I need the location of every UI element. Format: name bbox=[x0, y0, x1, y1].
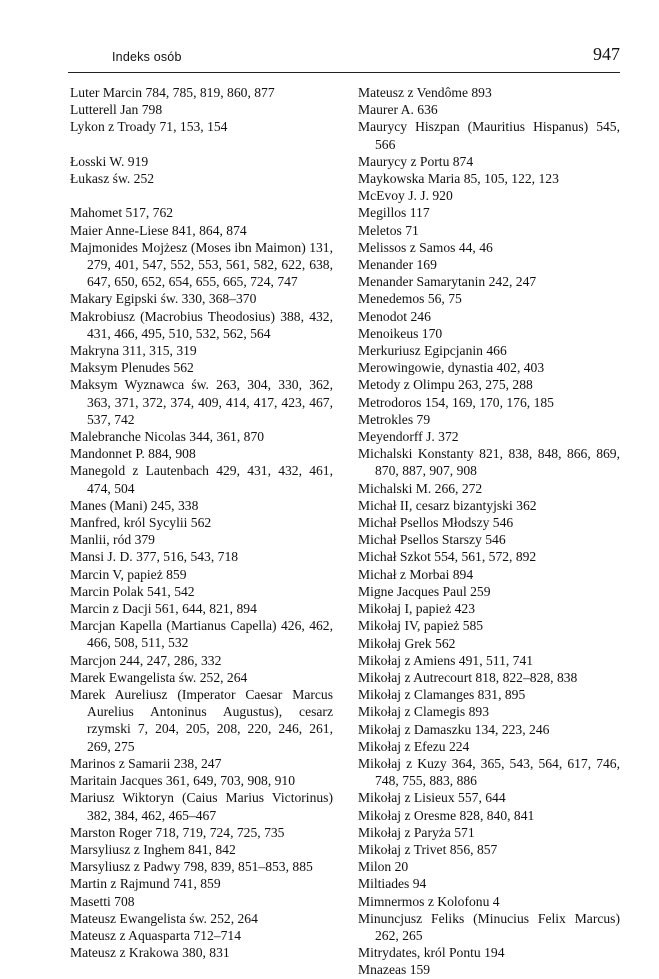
index-entry: Metrokles 79 bbox=[358, 411, 431, 427]
index-entry: Mitrydates, król Pontu 194 bbox=[358, 945, 505, 961]
index-entry: Mandonnet P. 884, 908 bbox=[70, 446, 196, 462]
index-entry: Marcin z Dacji 561, 644, 821, 894 bbox=[70, 601, 257, 617]
index-entry: Mnazeas 159 bbox=[358, 962, 431, 978]
index-entry: Mikołaj z Kuzy 364, 365, 543, 564, 617, 746, 748, 755, 883, 886 bbox=[358, 755, 620, 789]
index-entry: Maksym Plenudes 562 bbox=[70, 360, 194, 376]
index-entry: Makrobiusz (Macrobius Theodosius) 388, 432, 431, 466, 495, 510, 532, 562, 564 bbox=[70, 308, 333, 341]
index-entry: Menedemos 56, 75 bbox=[358, 291, 462, 307]
index-entry: Łosski W. 919 bbox=[70, 153, 149, 169]
index-entry: Mikołaj z Lisieux 557, 644 bbox=[358, 790, 506, 806]
index-entry: Mikołaj z Amiens 491, 511, 741 bbox=[358, 652, 534, 668]
index-entry: Makary Egipski św. 330, 368–370 bbox=[70, 291, 257, 307]
section-gap bbox=[70, 136, 333, 153]
index-entry: Mikołaj IV, papież 585 bbox=[358, 618, 484, 634]
index-entry: Mansi J. D. 377, 516, 543, 718 bbox=[70, 549, 239, 565]
index-entry: Mateusz Ewangelista św. 252, 264 bbox=[70, 910, 258, 926]
index-entry: Makryna 311, 315, 319 bbox=[70, 343, 197, 359]
index-column-right bbox=[358, 84, 620, 979]
index-entry: Mikołaj z Autrecourt 818, 822–828, 838 bbox=[358, 669, 578, 685]
index-entry: Michalski Konstanty 821, 838, 848, 866, 869, 870, 887, 907, 908 bbox=[358, 446, 620, 479]
index-entry: Michalski M. 266, 272 bbox=[358, 480, 483, 496]
index-entry: Maritain Jacques 361, 649, 703, 908, 910 bbox=[70, 773, 296, 789]
index-entry: Meletos 71 bbox=[358, 222, 419, 238]
index-entry: Michał Szkot 554, 561, 572, 892 bbox=[358, 549, 537, 565]
index-entry: Marcjan Kapella (Martianus Capella) 426, 462, 466, 508, 511, 532 bbox=[70, 618, 333, 651]
index-entry: Merkuriusz Egipcjanin 466 bbox=[358, 343, 507, 359]
index-entry: Mimnermos z Kolofonu 4 bbox=[358, 893, 500, 909]
index-entry: McEvoy J. J. 920 bbox=[358, 188, 453, 204]
running-head: Indeks osób bbox=[112, 50, 182, 64]
index-entry: Marsyliusz z Padwy 798, 839, 851–853, 885 bbox=[70, 859, 313, 875]
index-entry: Maier Anne-Liese 841, 864, 874 bbox=[70, 222, 247, 238]
index-entry: Maykowska Maria 85, 105, 122, 123 bbox=[358, 171, 559, 187]
index-entry: Marcin V, papież 859 bbox=[70, 566, 187, 582]
index-entry: Marek Ewangelista św. 252, 264 bbox=[70, 669, 248, 685]
index-entry: Mikołaj Grek 562 bbox=[358, 635, 456, 651]
index-entry: Megillos 117 bbox=[358, 205, 430, 221]
index-entry: Michał Psellos Starszy 546 bbox=[358, 532, 506, 548]
index-entry: Lutterell Jan 798 bbox=[70, 102, 163, 118]
index-entry: Marcjon 244, 247, 286, 332 bbox=[70, 652, 222, 668]
index-entry: Maksym Wyznawca św. 263, 304, 330, 362, 363, 371, 372, 374, 409, 414, 417, 423, 467, 537, 742 bbox=[70, 377, 333, 427]
page-number: 947 bbox=[593, 44, 620, 64]
index-entry: Masetti 708 bbox=[70, 893, 135, 909]
index-entry: Manlii, ród 379 bbox=[70, 532, 155, 548]
index-entry: Maurer A. 636 bbox=[358, 102, 438, 118]
index-entry: Migne Jacques Paul 259 bbox=[358, 583, 491, 599]
index-entry: Mateusz z Aquasparta 712–714 bbox=[70, 927, 242, 943]
section-gap bbox=[70, 187, 333, 204]
index-entry: Lykon z Troady 71, 153, 154 bbox=[70, 119, 228, 135]
index-entry: Maurycy Hiszpan (Mauritius Hispanus) 545, 566 bbox=[358, 119, 620, 152]
index-entry: Łukasz św. 252 bbox=[70, 171, 155, 186]
index-entry: Marek Aureliusz (Imperator Caesar Marcus Aurelius Antoninus Augustus), cesarz rzymski 7, 204, 205, 208, 220, 246, 261, 269, 275 bbox=[70, 687, 333, 754]
index-column-left bbox=[70, 84, 333, 961]
index-entry: Martin z Rajmund 741, 859 bbox=[70, 876, 221, 892]
index-entry: Mikołaj z Oresme 828, 840, 841 bbox=[358, 807, 535, 823]
index-entry: Mikołaj z Paryża 571 bbox=[358, 824, 475, 840]
index-entry: Mikołaj z Efezu 224 bbox=[358, 738, 470, 754]
index-entry: Majmonides Mojżesz (Moses ibn Maimon) 131, 279, 401, 547, 552, 553, 561, 582, 622, 638, 647, 650, 652, 654, 655, 665, 724, 747 bbox=[70, 239, 333, 290]
index-entry: Marcin Polak 541, 542 bbox=[70, 583, 195, 599]
index-entry: Malebranche Nicolas 344, 361, 870 bbox=[70, 429, 265, 445]
index-entry: Merowingowie, dynastia 402, 403 bbox=[358, 360, 545, 376]
index-entry: Mikołaj z Clamanges 831, 895 bbox=[358, 687, 526, 703]
index-entry: Manegold z Lautenbach 429, 431, 432, 461, 474, 504 bbox=[70, 463, 333, 496]
index-entry: Meyendorff J. 372 bbox=[358, 429, 459, 445]
page-header bbox=[68, 42, 620, 72]
index-entry: Milon 20 bbox=[358, 859, 409, 875]
index-entry: Manes (Mani) 245, 338 bbox=[70, 497, 199, 513]
index-entry: Maurycy z Portu 874 bbox=[358, 153, 474, 169]
index-entry: Menoikeus 170 bbox=[358, 325, 443, 341]
index-entry: Mateusz z Krakowa 380, 831 bbox=[70, 945, 230, 961]
index-entry: Marinos z Samarii 238, 247 bbox=[70, 755, 222, 771]
index-entry: Metody z Olimpu 263, 275, 288 bbox=[358, 377, 533, 393]
index-entry: Mahomet 517, 762 bbox=[70, 205, 174, 221]
index-entry: Michał z Morbai 894 bbox=[358, 566, 474, 582]
index-entry: Michał II, cesarz bizantyjski 362 bbox=[358, 497, 537, 513]
index-entry: Mikołaj z Damaszku 134, 223, 246 bbox=[358, 721, 550, 737]
index-entry: Metrodoros 154, 169, 170, 176, 185 bbox=[358, 394, 554, 410]
index-entry: Michał Psellos Młodszy 546 bbox=[358, 515, 514, 531]
index-entry: Menander Samarytanin 242, 247 bbox=[358, 274, 537, 290]
index-entry: Minuncjusz Feliks (Minucius Felix Marcus) 262, 265 bbox=[358, 910, 620, 943]
index-entry: Menander 169 bbox=[358, 257, 437, 273]
index-entry: Mariusz Wiktoryn (Caius Marius Victorinus) 382, 384, 462, 465–467 bbox=[70, 790, 333, 823]
index-entry: Mikołaj z Clamegis 893 bbox=[358, 704, 490, 720]
header-rule bbox=[68, 72, 620, 73]
index-entry: Mateusz z Vendôme 893 bbox=[358, 85, 492, 100]
index-entry: Marsyliusz z Inghem 841, 842 bbox=[70, 841, 236, 857]
index-entry: Melissos z Samos 44, 46 bbox=[358, 239, 493, 255]
index-entry: Menodot 246 bbox=[358, 308, 431, 324]
index-entry: Miltiades 94 bbox=[358, 876, 427, 892]
index-entry: Mikołaj z Trivet 856, 857 bbox=[358, 841, 498, 857]
index-entry: Luter Marcin 784, 785, 819, 860, 877 bbox=[70, 85, 275, 100]
index-entry: Mikołaj I, papież 423 bbox=[358, 601, 476, 617]
index-entry: Marston Roger 718, 719, 724, 725, 735 bbox=[70, 824, 285, 840]
index-entry: Manfred, król Sycylii 562 bbox=[70, 515, 212, 531]
